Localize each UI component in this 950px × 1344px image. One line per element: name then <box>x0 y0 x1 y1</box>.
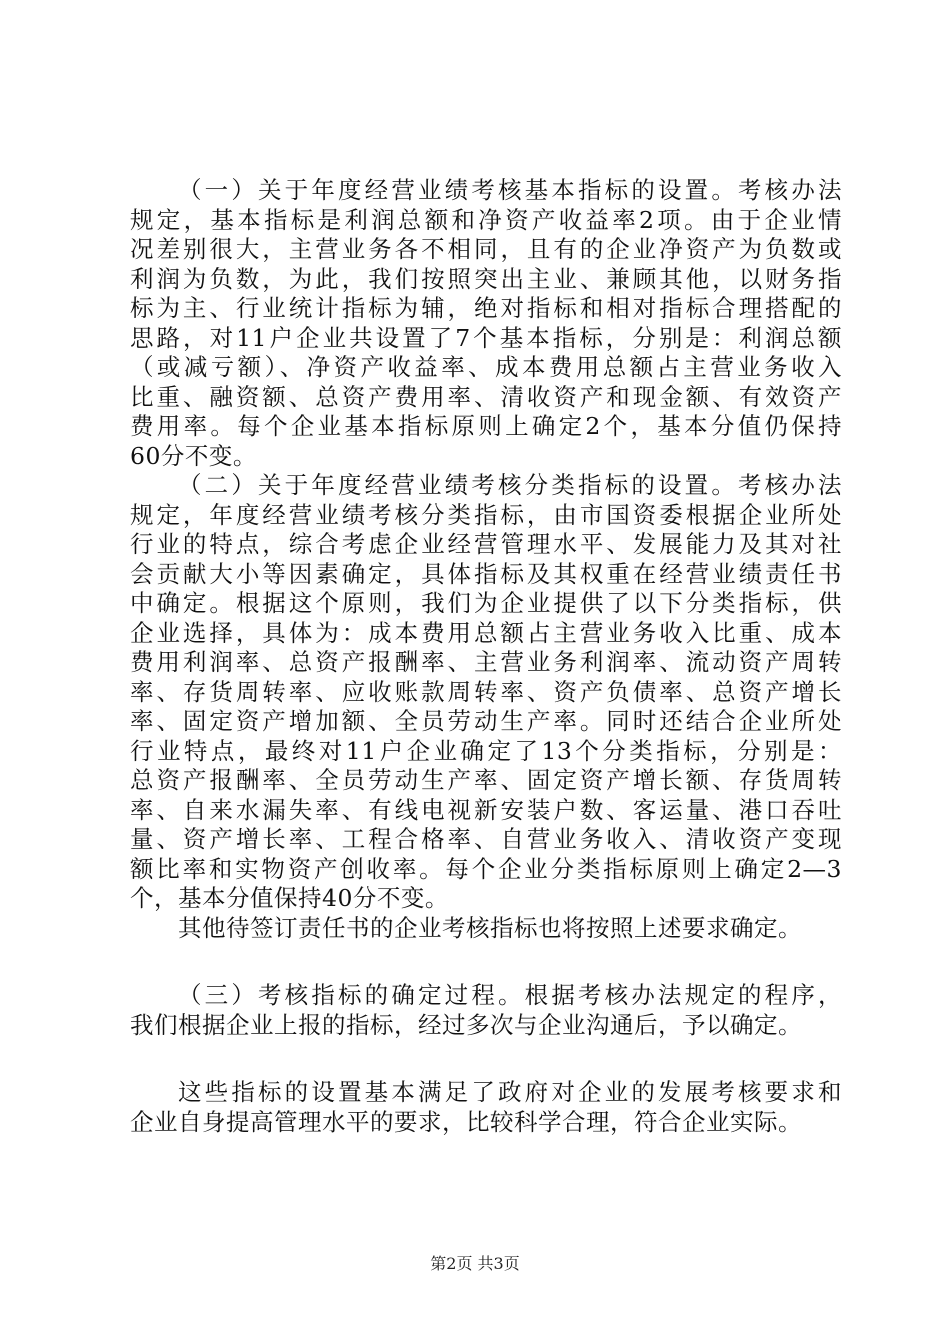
text-line: （二）关于年度经营业绩考核分类指标的设置。考核办法 <box>178 471 842 499</box>
text-line: 量、资产增长率、工程合格率、自营业务收入、清收资产变现 <box>130 825 842 853</box>
text-line: 率、固定资产增加额、全员劳动生产率。同时还结合企业所处 <box>130 707 842 735</box>
document-body <box>130 176 842 1137</box>
text-line: （一）关于年度经营业绩考核基本指标的设置。考核办法 <box>178 176 842 204</box>
text-line: （或减亏额）、净资产收益率、成本费用总额占主营业务收入 <box>130 353 842 381</box>
text-line: 中确定。根据这个原则，我们为企业提供了以下分类指标，供 <box>130 589 842 617</box>
text-line: 总资产报酬率、全员劳动生产率、固定资产增长额、存货周转 <box>130 766 842 794</box>
text-line: 行业的特点，综合考虑企业经营管理水平、发展能力及其对社 <box>130 530 842 558</box>
text-line: 况差别很大，主营业务各不相同，且有的企业净资产为负数或 <box>130 235 842 263</box>
text-line: 率、存货周转率、应收账款周转率、资产负债率、总资产增长 <box>130 677 842 706</box>
text-line: 规定，基本指标是利润总额和净资产收益率2项。由于企业情 <box>130 205 842 234</box>
text-line: 标为主、行业统计指标为辅，绝对指标和相对指标合理搭配的 <box>130 294 842 322</box>
paragraph-determination-process <box>130 981 842 1040</box>
paragraph-basic-indicators <box>130 176 842 471</box>
text-line: 行业特点，最终对11户企业确定了13个分类指标，分别是： <box>130 736 842 765</box>
text-line: 利润为负数，为此，我们按照突出主业、兼顾其他，以财务指 <box>130 264 842 293</box>
text-line: 这些指标的设置基本满足了政府对企业的发展考核要求和 <box>178 1078 842 1106</box>
page-number-footer: 第2页 共3页 <box>430 1254 520 1273</box>
text-line: 个，基本分值保持40分不变。 <box>130 884 449 912</box>
text-line: 60分不变。 <box>130 441 257 470</box>
text-line: 费用率。每个企业基本指标原则上确定2个，基本分值仍保持 <box>130 412 842 440</box>
paragraph-conclusion <box>130 1078 842 1137</box>
paragraph-other-enterprises <box>130 914 842 944</box>
text-line: 思路，对11户企业共设置了7个基本指标，分别是：利润总额 <box>130 323 842 352</box>
text-line: 其他待签订责任书的企业考核指标也将按照上述要求确定。 <box>178 913 802 942</box>
text-line: 企业自身提高管理水平的要求，比较科学合理，符合企业实际。 <box>130 1107 802 1136</box>
paragraph-spacer <box>130 1040 842 1078</box>
paragraph-spacer <box>130 943 842 981</box>
text-line: 比重、融资额、总资产费用率、清收资产和现金额、有效资产 <box>130 382 842 411</box>
text-line: 费用利润率、总资产报酬率、主营业务利润率、流动资产周转 <box>130 648 842 676</box>
paragraph-category-indicators <box>130 471 842 914</box>
text-line: 会贡献大小等因素确定，具体指标及其权重在经营业绩责任书 <box>130 559 842 588</box>
text-line: 额比率和实物资产创收率。每个企业分类指标原则上确定2—3 <box>130 854 842 883</box>
text-line: 率、自来水漏失率、有线电视新安装户数、客运量、港口吞吐 <box>130 795 842 824</box>
text-line: 企业选择，具体为：成本费用总额占主营业务收入比重、成本 <box>130 618 842 647</box>
text-line: 规定，年度经营业绩考核分类指标，由市国资委根据企业所处 <box>130 500 842 529</box>
text-line: （三）考核指标的确定过程。根据考核办法规定的程序， <box>178 981 842 1009</box>
text-line: 我们根据企业上报的指标，经过多次与企业沟通后，予以确定。 <box>130 1010 802 1039</box>
